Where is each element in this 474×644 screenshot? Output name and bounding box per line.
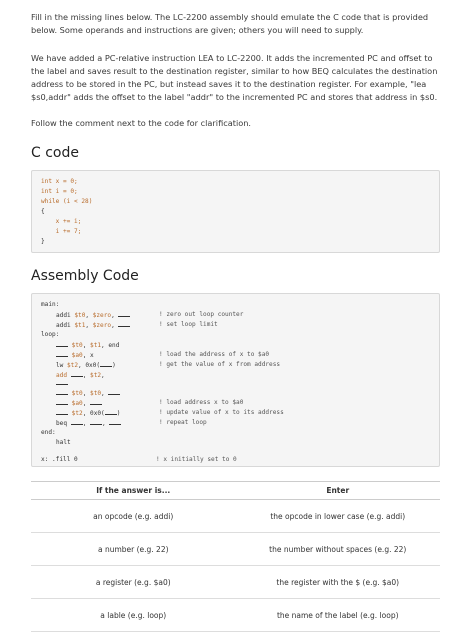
table-cell: a number (e.g. 22) <box>31 533 236 566</box>
c-line-4: { <box>41 208 45 215</box>
c-code-block <box>31 170 440 253</box>
c-line-2: int i = 0; <box>41 188 78 195</box>
asm-line-addi-t1: addi $t1, $zero, <box>56 320 130 331</box>
asm-comment-7: ! repeat loop <box>159 419 207 426</box>
table-row <box>31 533 440 566</box>
asm-comment-6: ! update value of x to its address <box>159 409 284 416</box>
blank-input[interactable] <box>56 340 68 347</box>
blank-input[interactable] <box>118 310 130 317</box>
table-header-row <box>31 482 440 500</box>
intro-paragraph-3: Follow the comment next to the code for clarification. <box>31 118 252 128</box>
asm-line-lea-1: $a0, x <box>56 350 94 361</box>
blank-input[interactable] <box>71 370 83 377</box>
asm-line-beq: beq , , <box>56 418 121 429</box>
asm-comment-3: ! load the address of x to $a0 <box>159 351 270 358</box>
asm-line-lw: lw $t2, 0x0( ) <box>56 362 116 369</box>
blank-input[interactable] <box>90 398 102 405</box>
asm-end-label: end: <box>41 429 56 436</box>
c-line-1: int x = 0; <box>41 178 78 185</box>
intro-paragraph-2: We have added a PC-relative instruction LEA to LC-2200. It adds the incremented PC and offset to the label and saves result to the destination register, similar to how BEQ calculates the destination address to be stored in the PC, but instead saves it to the destination register. For example, "lea $s0,addr" adds the offset to the label "addr" to the incremented PC and stores that address in $s0. <box>31 53 438 102</box>
asm-main-label: main: <box>41 301 60 308</box>
blank-input[interactable] <box>71 418 83 425</box>
table-cell: the register with the $ (e.g. $a0) <box>236 566 441 599</box>
blank-input[interactable] <box>56 408 68 415</box>
asm-line-add-2: $t0, $t0, <box>56 388 120 399</box>
intro-paragraph-1: Fill in the missing lines below. The LC-2200 assembly should emulate the C code that is provided below. Some operands and instructions are given; others you will need to supply. <box>31 12 429 35</box>
blank-input[interactable] <box>56 388 68 395</box>
asm-loop-label: loop: <box>41 331 60 338</box>
table-cell: the opcode in lower case (e.g. addi) <box>236 500 441 533</box>
table-cell: an opcode (e.g. addi) <box>31 500 236 533</box>
blank-input[interactable] <box>56 378 68 385</box>
table-cell: a lable (e.g. loop) <box>31 599 236 632</box>
table-cell: a register (e.g. $a0) <box>31 566 236 599</box>
asm-line-halt: halt <box>56 439 71 446</box>
c-line-7: } <box>41 238 45 245</box>
asm-fill-line: x: .fill 0 <box>41 456 78 463</box>
c-code-heading: C code <box>31 145 79 161</box>
table-row <box>31 599 440 632</box>
asm-line-branch: $t0, $t1, end <box>56 340 119 351</box>
asm-line-add-1: add , $t2, <box>56 372 105 379</box>
blank-input[interactable] <box>56 398 68 405</box>
table-row <box>31 500 440 533</box>
blank-input[interactable] <box>90 418 102 425</box>
table-row <box>31 566 440 599</box>
c-line-5: x += i; <box>41 218 82 225</box>
blank-input[interactable] <box>109 418 121 425</box>
blank-input[interactable] <box>105 408 117 415</box>
asm-comment-4: ! get the value of x from address <box>159 361 281 368</box>
blank-input[interactable] <box>56 350 68 357</box>
table-cell: the number without spaces (e.g. 22) <box>236 533 441 566</box>
assembly-code-block <box>31 293 440 467</box>
c-line-3: while (i < 28) <box>41 198 93 205</box>
asm-line-lea-2: $a0, <box>56 398 102 409</box>
answer-format-table <box>31 481 440 632</box>
blank-input[interactable] <box>118 320 130 327</box>
asm-comment-2: ! set loop limit <box>159 321 218 328</box>
asm-comment-1: ! zero out loop counter <box>159 311 244 318</box>
c-line-6: i += 7; <box>41 228 82 235</box>
table-cell: the name of the label (e.g. loop) <box>236 599 441 632</box>
asm-line-addi-t0: addi $t0, $zero, <box>56 310 130 321</box>
table-header-cell: Enter <box>236 482 441 500</box>
table-header-cell: If the answer is... <box>31 482 236 500</box>
blank-input[interactable] <box>108 388 120 395</box>
asm-comment-8: ! x initially set to 0 <box>156 456 237 463</box>
asm-line-sw: $t2, 0x0( ) <box>56 408 120 419</box>
assembly-code-heading: Assembly Code <box>31 268 139 284</box>
asm-comment-5: ! load address x to $a0 <box>159 399 244 406</box>
blank-input[interactable] <box>100 360 112 367</box>
